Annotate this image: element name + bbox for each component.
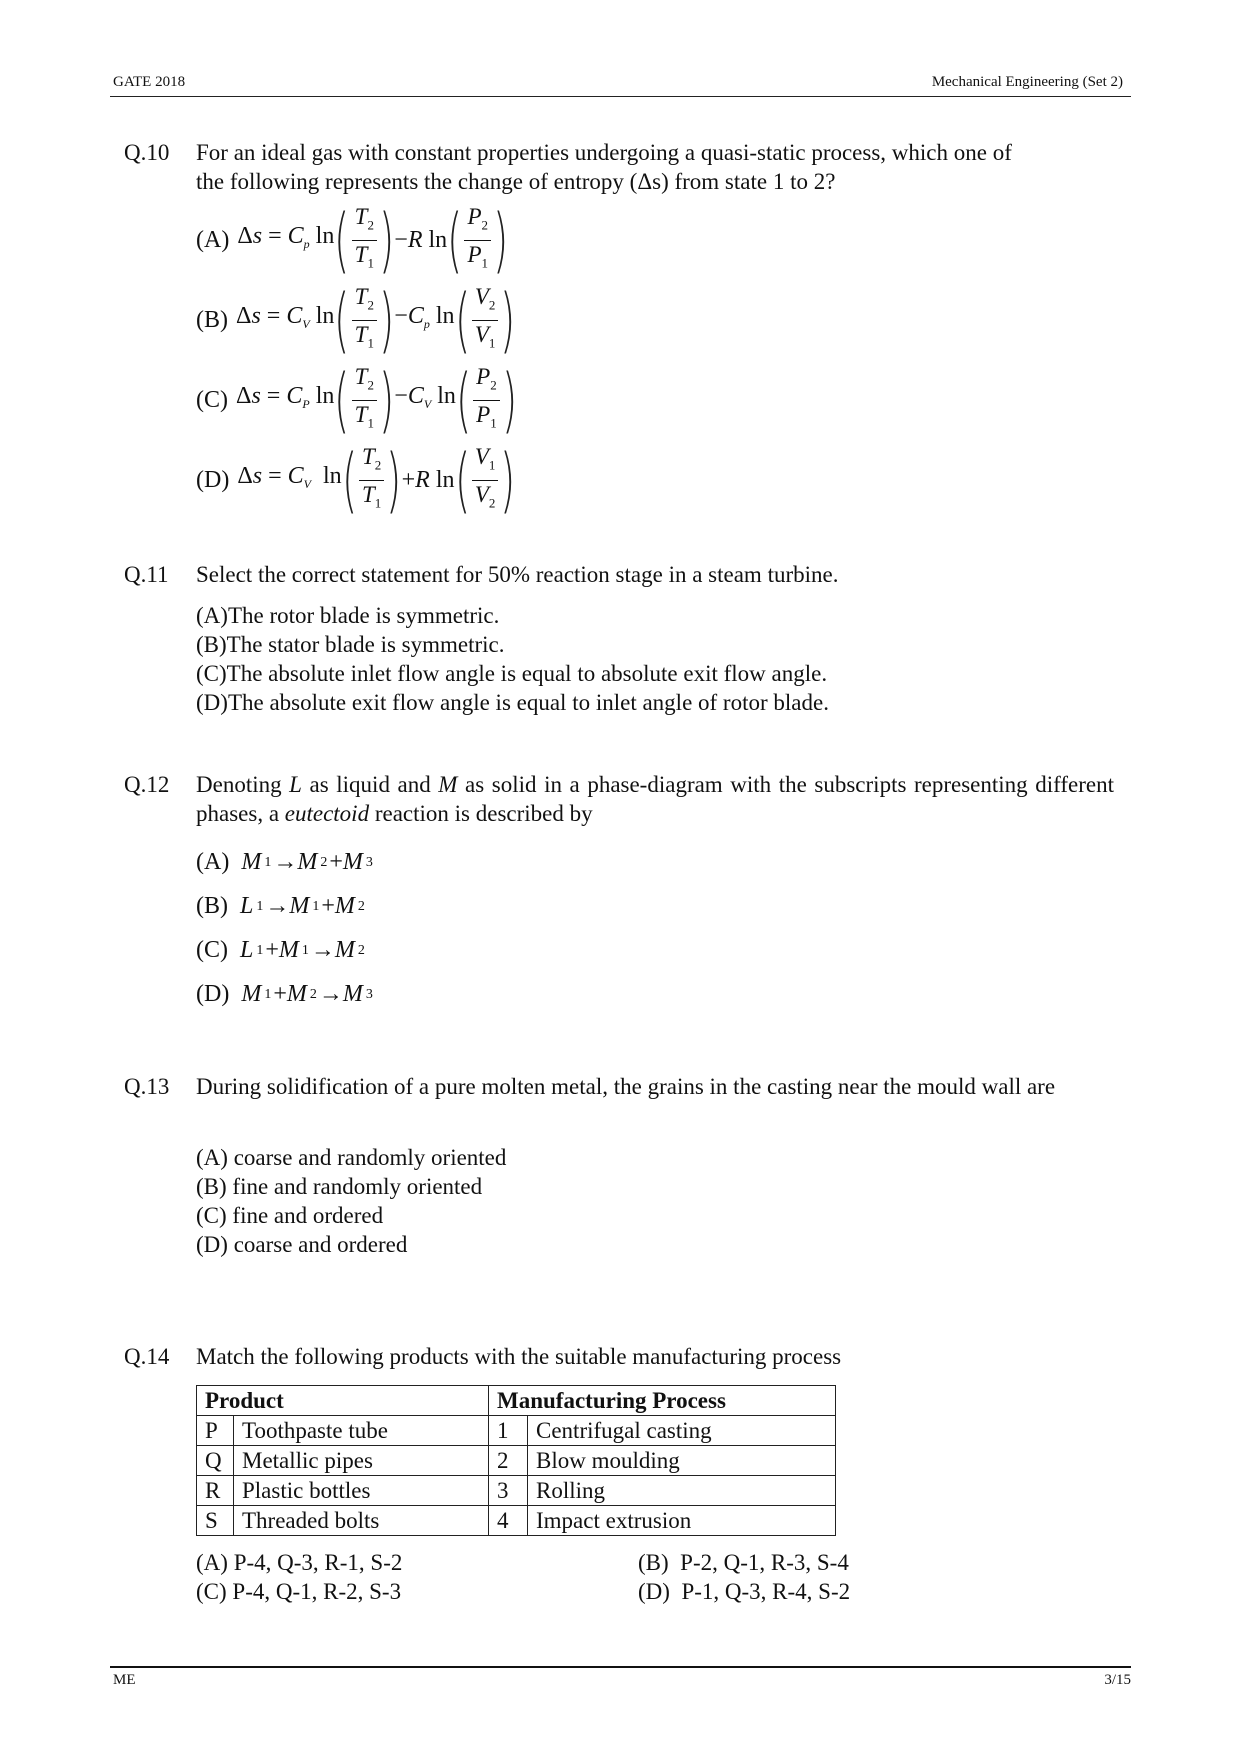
question-11 xyxy=(124,560,1124,717)
question-number: Q.14 xyxy=(124,1344,170,1369)
question-text: Select the correct statement for 50% reaction stage in a steam turbine. xyxy=(196,562,839,587)
option-c[interactable]: (C) fine and ordered xyxy=(196,1203,384,1228)
option-c[interactable]: (C) P-4, Q-1, R-2, S-3 xyxy=(196,1579,402,1604)
option-c[interactable]: (C) L 1 + M 1 → M 2 xyxy=(196,936,365,963)
column-header-product: Product xyxy=(197,1386,489,1416)
paper-code: ME xyxy=(113,1672,136,1688)
page-number: 3/15 xyxy=(1104,1672,1131,1688)
question-text: For an ideal gas with constant properties undergoing a quasi-static process, which one of the following represents the change of entropy (Δs) from state 1 to 2? xyxy=(196,140,1012,194)
option-a[interactable]: (A) coarse and randomly oriented xyxy=(196,1145,507,1170)
paper-subject: Mechanical Engineering (Set 2) xyxy=(931,74,1123,90)
option-c[interactable]: (C) $\Delta s = C_P$ ln ( $\frac{T_2}{T_1}$ ) $-C_V$ ln ( $\frac{P_2}{P_1}$ ) xyxy=(196,359,517,441)
option-a[interactable]: (A) P-4, Q-3, R-1, S-2 xyxy=(196,1550,403,1575)
question-number: Q.11 xyxy=(124,562,169,587)
option-a[interactable]: (A)The rotor blade is symmetric. xyxy=(196,603,500,628)
question-number: Q.10 xyxy=(124,140,170,165)
table-row: Q Metallic pipes 2 Blow moulding xyxy=(197,1446,836,1476)
option-b[interactable]: (B) fine and randomly oriented xyxy=(196,1174,483,1199)
match-table xyxy=(196,1385,836,1536)
option-b[interactable]: (B)The stator blade is symmetric. xyxy=(196,632,505,657)
options xyxy=(196,601,1124,717)
options xyxy=(196,840,1124,1016)
question-10 xyxy=(124,138,1124,520)
option-d[interactable]: (D) M 1 + M 2 → M 3 xyxy=(196,980,373,1007)
option-a[interactable]: (A) M 1 → M 2 + M 3 xyxy=(196,848,373,875)
option-d[interactable]: (D) coarse and ordered xyxy=(196,1232,408,1257)
option-b[interactable]: (B) $\Delta s = C_V$ ln ( $\frac{T_2}{T_1}$ ) $-C_p$ ln ( $\frac{V_2}{V_1}$ ) xyxy=(196,279,516,361)
page-header xyxy=(110,72,1131,97)
question-12 xyxy=(124,770,1124,1016)
option-d[interactable]: (D) $\Delta s = C_V$ ln ( $\frac{T_2}{T_1}$ ) +R ln ( $\frac{V_1}{V_2}$ ) xyxy=(196,439,516,521)
option-b[interactable]: (B) P-2, Q-1, R-3, S-4 xyxy=(638,1550,849,1575)
options xyxy=(196,1548,1124,1606)
question-number: Q.13 xyxy=(124,1074,170,1099)
exam-title: GATE 2018 xyxy=(113,74,186,90)
question-13 xyxy=(124,1072,1124,1259)
option-a[interactable]: (A) $\Delta s = C_p$ ln ( $\frac{T_2}{T_1}$ ) −R ln ( $\frac{P_2}{P_1}$ ) xyxy=(196,199,509,281)
question-text: During solidification of a pure molten metal, the grains in the casting near the mould wall are xyxy=(196,1074,1056,1099)
option-d[interactable]: (D)The absolute exit flow angle is equal to inlet angle of rotor blade. xyxy=(196,690,829,715)
options xyxy=(196,1143,1124,1259)
page-footer xyxy=(110,1666,1131,1688)
question-number: Q.12 xyxy=(124,772,170,797)
question-text: Denoting L as liquid and M as solid in a phase-diagram with the subscripts representing different phases, a eutectoid reaction is described by xyxy=(196,772,1114,826)
option-c[interactable]: (C)The absolute inlet flow angle is equal to absolute exit flow angle. xyxy=(196,661,828,686)
options xyxy=(196,200,1124,520)
table-row: S Threaded bolts 4 Impact extrusion xyxy=(197,1506,836,1536)
option-d[interactable]: (D) P-1, Q-3, R-4, S-2 xyxy=(638,1579,851,1604)
table-row: P Toothpaste tube 1 Centrifugal casting xyxy=(197,1416,836,1446)
question-14 xyxy=(124,1342,1124,1606)
question-text: Match the following products with the suitable manufacturing process xyxy=(196,1344,842,1369)
column-header-process: Manufacturing Process xyxy=(489,1386,836,1416)
table-row: R Plastic bottles 3 Rolling xyxy=(197,1476,836,1506)
option-b[interactable]: (B) L 1 → M 1 + M 2 xyxy=(196,892,365,919)
